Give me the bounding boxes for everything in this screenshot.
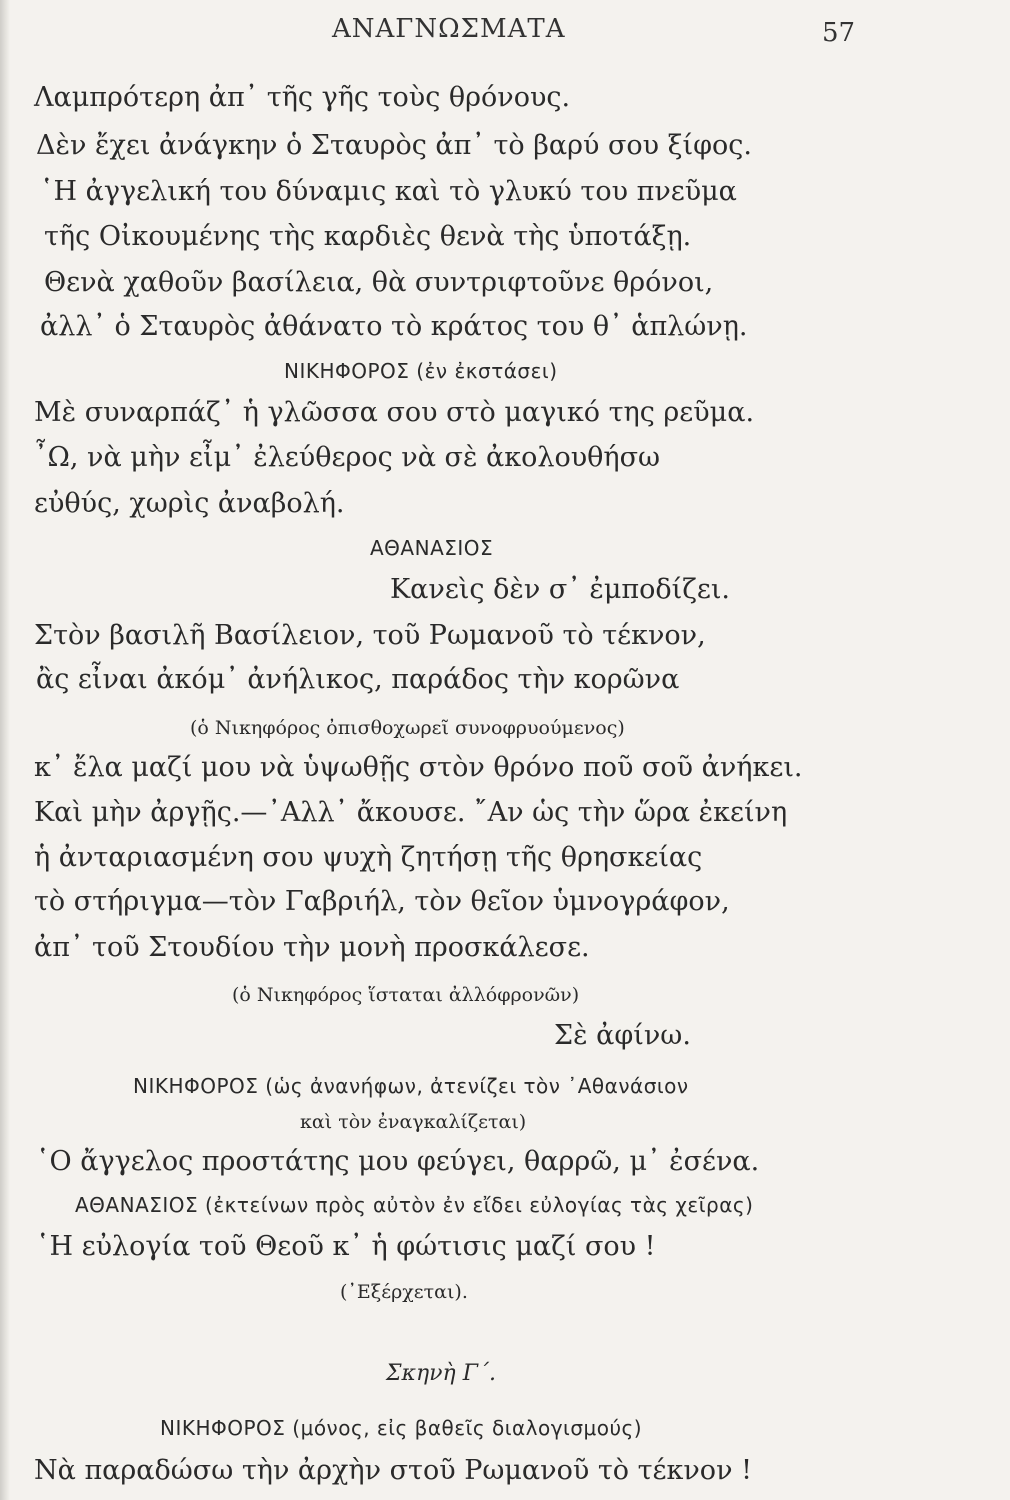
stage-direction: (ὁ Νικηφόρος ἵσταται ἀλλόφρονῶν) <box>232 984 580 1006</box>
running-title: ΑΝΑΓΝΩΣΜΑΤΑ <box>332 14 566 44</box>
speaker-heading: ΝΙΚΗΦΟΡΟΣ (ὡς ἀνανήφων, ἀτενίζει τὸν ᾿Αθανάσιον <box>133 1074 689 1098</box>
verse-line: Κανεὶς δὲν σ᾿ ἐμποδίζει. <box>390 574 731 605</box>
verse-line: Σὲ ἀφίνω. <box>554 1020 691 1051</box>
verse-line: ῾Η ἀγγελική του δύναμις καὶ τὸ γλυκύ του πνεῦμα <box>40 176 737 207</box>
stage-direction: καὶ τὸν ἐναγκαλίζεται) <box>300 1111 527 1133</box>
verse-line: Θενὰ χαθοῦν βασίλεια, θὰ συντριφτοῦνε θρόνοι, <box>44 267 714 298</box>
verse-line: ἀπ᾿ τοῦ Στουδίου τὴν μονὴ προσκάλεσε. <box>34 932 590 963</box>
verse-line: ῾Ο ἄγγελος προστάτης μου φεύγει, θαρρῶ, μ᾿ ἐσένα. <box>36 1146 760 1177</box>
verse-line: ἀλλ᾿ ὁ Σταυρὸς ἀθάνατο τὸ κράτος του θ᾿ ἁπλώνῃ. <box>40 311 748 342</box>
verse-line: ῾Η εὐλογία τοῦ Θεοῦ κ᾿ ἡ φώτισις μαζί σου ! <box>36 1231 656 1262</box>
speaker-heading: ΑΘΑΝΑΣΙΟΣ (ἐκτείνων πρὸς αὐτὸν ἐν εἴδει εὐλογίας τὰς χεῖρας) <box>75 1193 754 1217</box>
verse-line: κ᾿ ἔλα μαζί μου νὰ ὑψωθῇς στὸν θρόνο ποῦ σοῦ ἀνήκει. <box>34 752 803 783</box>
stage-direction: (ὁ Νικηφόρος ὀπισθοχωρεῖ συνοφρυούμενος) <box>190 717 625 739</box>
speaker-heading: ΝΙΚΗΦΟΡΟΣ (μόνος, εἰς βαθεῖς διαλογισμούς) <box>160 1416 643 1440</box>
verse-line: Δὲν ἔχει ἀνάγκην ὁ Σταυρὸς ἀπ᾿ τὸ βαρύ σου ξίφος. <box>36 130 752 161</box>
scene-heading: Σκηνὴ Γ΄. <box>386 1361 496 1386</box>
page-number: 57 <box>822 18 856 48</box>
verse-line: ῏Ω, νὰ μὴν εἶμ᾿ ἐλεύθερος νὰ σὲ ἀκολουθήσω <box>34 442 661 473</box>
verse-line: ἂς εἶναι ἀκόμ᾿ ἀνήλικος, παράδος τὴν κορῶνα <box>36 664 680 695</box>
verse-line: Λαμπρότερη ἀπ᾿ τῆς γῆς τοὺς θρόνους. <box>34 82 571 113</box>
verse-line: εὐθύς, χωρὶς ἀναβολή. <box>34 488 345 519</box>
verse-line: ἡ ἀνταριασμένη σου ψυχὴ ζητήσῃ τῆς θρησκείας <box>34 842 703 873</box>
speaker-heading: ΑΘΑΝΑΣΙΟΣ <box>370 536 494 560</box>
stage-direction: (᾿Εξέρχεται). <box>340 1281 468 1303</box>
verse-line: Νὰ παραδώσω τὴν ἀρχὴν στοῦ Ρωμανοῦ τὸ τέκνον ! <box>34 1455 752 1486</box>
verse-line: Στὸν βασιλῆ Βασίλειον, τοῦ Ρωμανοῦ τὸ τέκνον, <box>34 620 706 651</box>
verse-line: Μὲ συναρπάζ᾿ ἡ γλῶσσα σου στὸ μαγικό της ρεῦμα. <box>34 397 755 428</box>
verse-line: τῆς Οἰκουμένης τὴς καρδιὲς θενὰ τὴς ὑποτάξῃ. <box>44 221 692 252</box>
verse-line: τὸ στήριγμα—τὸν Γαβριήλ, τὸν θεῖον ὑμνογράφον, <box>34 886 730 917</box>
page-spine-shadow <box>0 0 10 1500</box>
speaker-heading: ΝΙΚΗΦΟΡΟΣ (ἐν ἐκστάσει) <box>284 359 558 383</box>
verse-line: Καὶ μὴν ἀργῇς.—᾿Αλλ᾿ ἄκουσε. ῎Αν ὡς τὴν ὥρα ἐκείνη <box>34 797 788 828</box>
